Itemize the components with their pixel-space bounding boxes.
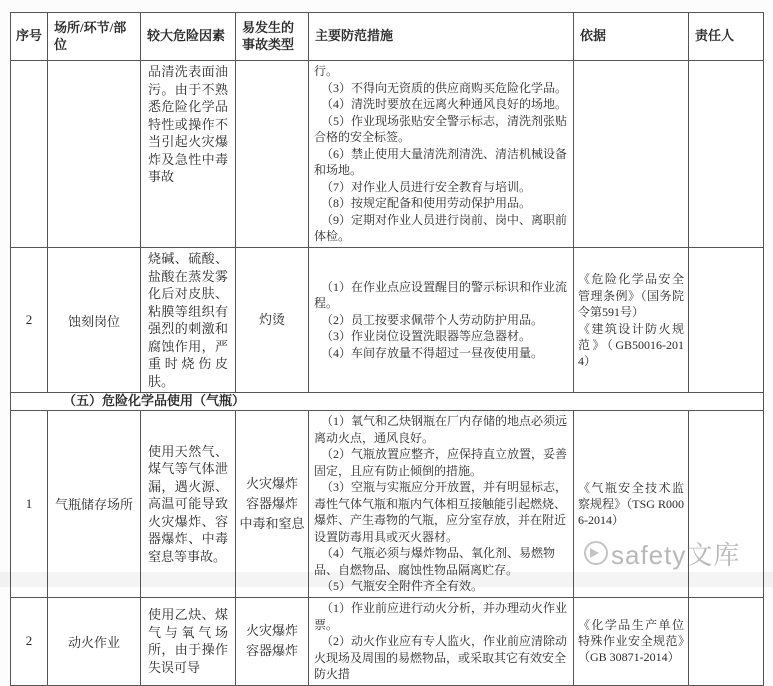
measure-item: （1）在作业点应设置醒目的警示标识和作业流程。 (314, 279, 568, 311)
column-header: 责任人 (689, 13, 764, 61)
cell-responsible-person (689, 248, 764, 393)
column-header: 较大危险因素 (141, 13, 236, 61)
measure-item: （5）气瓶安全附件齐全有效。 (321, 579, 484, 594)
column-header: 依据 (574, 13, 689, 61)
cell-location: 动火作业 (48, 598, 141, 686)
basis-item: 《建筑设计防火规范》（GB50016-2014） (578, 321, 684, 368)
measure-item: （1）作业前应进行动火分析，并办理动火作业票。 (314, 601, 568, 632)
column-header: 场所/环节/部位 (48, 13, 141, 61)
measure-item: （5）作业现场张贴安全警示标志，清洗剂张贴合格的安全标签。 (314, 113, 568, 145)
basis-item: 《气瓶安全技术监察规程》（TSG R0006-2014） (578, 480, 684, 528)
measure-item: （4）气瓶必须与爆炸物品、氧化剂、易燃物品、自燃物品、腐蚀性物品隔离贮存。 (314, 546, 556, 577)
cell-location: 气瓶储存场所 (48, 410, 141, 597)
measure-item: （6）禁止使用大量清洗剂清洗、清洁机械设备和场地。 (314, 146, 568, 178)
section-title: （五）危险化学品使用（气瓶） (11, 393, 764, 411)
cell-accident-type (236, 410, 309, 597)
cell-responsible-person (689, 61, 764, 248)
cell-location (48, 61, 141, 248)
cell-prevention-measures (309, 598, 574, 686)
basis-item: 《危险化学品安全管理条例》（国务院令第591号） (578, 272, 684, 319)
measure-item: （7）对作业人员进行安全教育与培训。 (321, 179, 532, 194)
measure-item: （2）气瓶放置应整齐，应保持直立放置，妥善固定，且应有防止倾倒的措施。 (314, 447, 568, 478)
accident-type-line: 容器爆炸 (245, 643, 298, 659)
measure-item: （1）氧气和乙炔钢瓶在厂内存储的地点必须远离动火点，通风良好。 (314, 413, 568, 445)
watermark-text: safety文库 (611, 539, 741, 570)
cell-serial-number: 2 (11, 598, 48, 686)
accident-type-line: 中毒和窒息 (239, 516, 305, 532)
page-bottom-strip (0, 572, 773, 587)
cell-hazard-factor: 烧碱、硫酸、盐酸在蒸发雾化后对皮肤、粘膜等组织有强烈的刺激和腐蚀作用，严重时烧伤皮肤。 (141, 248, 236, 393)
cell-prevention-measures (309, 248, 574, 393)
cell-legal-basis (574, 248, 689, 393)
risk-table-body (11, 61, 764, 686)
cell-hazard-factor: 使用乙炔、煤气与氧气场所，由于操作失误可导 (141, 598, 236, 686)
cell-legal-basis (574, 598, 689, 686)
cell-responsible-person (689, 598, 764, 686)
table-row (11, 248, 764, 393)
measure-item: （4）清洗时要放在远离火种通风良好的场地。 (321, 97, 568, 112)
measure-item: （3）作业岗位设置洗眼器等应急器材。 (321, 329, 532, 344)
measure-item: （9）定期对作业人员进行岗前、岗中、离职前体检。 (314, 212, 568, 244)
column-header: 易发生的事故类型 (236, 13, 309, 61)
accident-type-line: 灼烫 (258, 312, 285, 328)
accident-type-line: 容器爆炸 (245, 495, 298, 511)
cell-hazard-factor: 品清洗表面油污。由于不熟悉危险化学品特性或操作不当引起火灾爆炸及急性中毒事故 (141, 61, 236, 248)
measure-item: （2）员工按要求佩带个人劳动防护用品。 (321, 312, 544, 327)
table-row (11, 410, 764, 597)
table-header-row (11, 13, 764, 61)
table-row (11, 598, 764, 686)
cell-serial-number (11, 61, 48, 248)
accident-type-line: 火灾爆炸 (245, 623, 298, 639)
cell-prevention-measures (309, 410, 574, 597)
cell-hazard-factor: 使用天然气、煤气等气体泄漏，遇火源、高温可能导致火灾爆炸、容器爆炸、中毒窒息等事故。 (141, 410, 236, 597)
risk-table-container (10, 12, 764, 682)
measure-item: （4）车间存放量不得超过一昼夜使用量。 (321, 346, 544, 361)
measure-item: （2）动火作业应有专人监火，作业前应清除动火现场及周围的易燃物品，或采取其它有效安全防火措 (314, 634, 568, 682)
measure-item: （3）空瓶与实瓶应分开放置，并有明显标志，毒性气体气瓶和瓶内气体相互接触能引起燃烧、爆炸、产生毒物的气瓶，应分室存放，并在附近设置防毒用具或灭火器材。 (314, 480, 568, 544)
cell-accident-type (236, 598, 309, 686)
cell-legal-basis (574, 61, 689, 248)
accident-type-line: 火灾爆炸 (245, 475, 298, 491)
column-header: 序号 (11, 13, 48, 61)
measure-item: 行。 (314, 64, 339, 78)
measure-item: （8）按规定配备和使用劳动保护用品。 (321, 196, 532, 211)
column-header: 主要防范措施 (309, 13, 574, 61)
cell-accident-type (236, 248, 309, 393)
measure-item: （3）不得向无资质的供应商购买危险化学品。 (321, 80, 568, 95)
basis-item: 《化学品生产单位特殊作业安全规范》（GB 30871-2014） (578, 618, 684, 665)
cell-serial-number: 1 (11, 410, 48, 597)
section-header-row (11, 393, 764, 411)
cell-responsible-person (689, 410, 764, 597)
cell-serial-number: 2 (11, 248, 48, 393)
table-row (11, 61, 764, 248)
cell-accident-type (236, 61, 309, 248)
cell-legal-basis (574, 410, 689, 597)
cell-prevention-measures (309, 61, 574, 248)
cell-location: 蚀刻岗位 (48, 248, 141, 393)
